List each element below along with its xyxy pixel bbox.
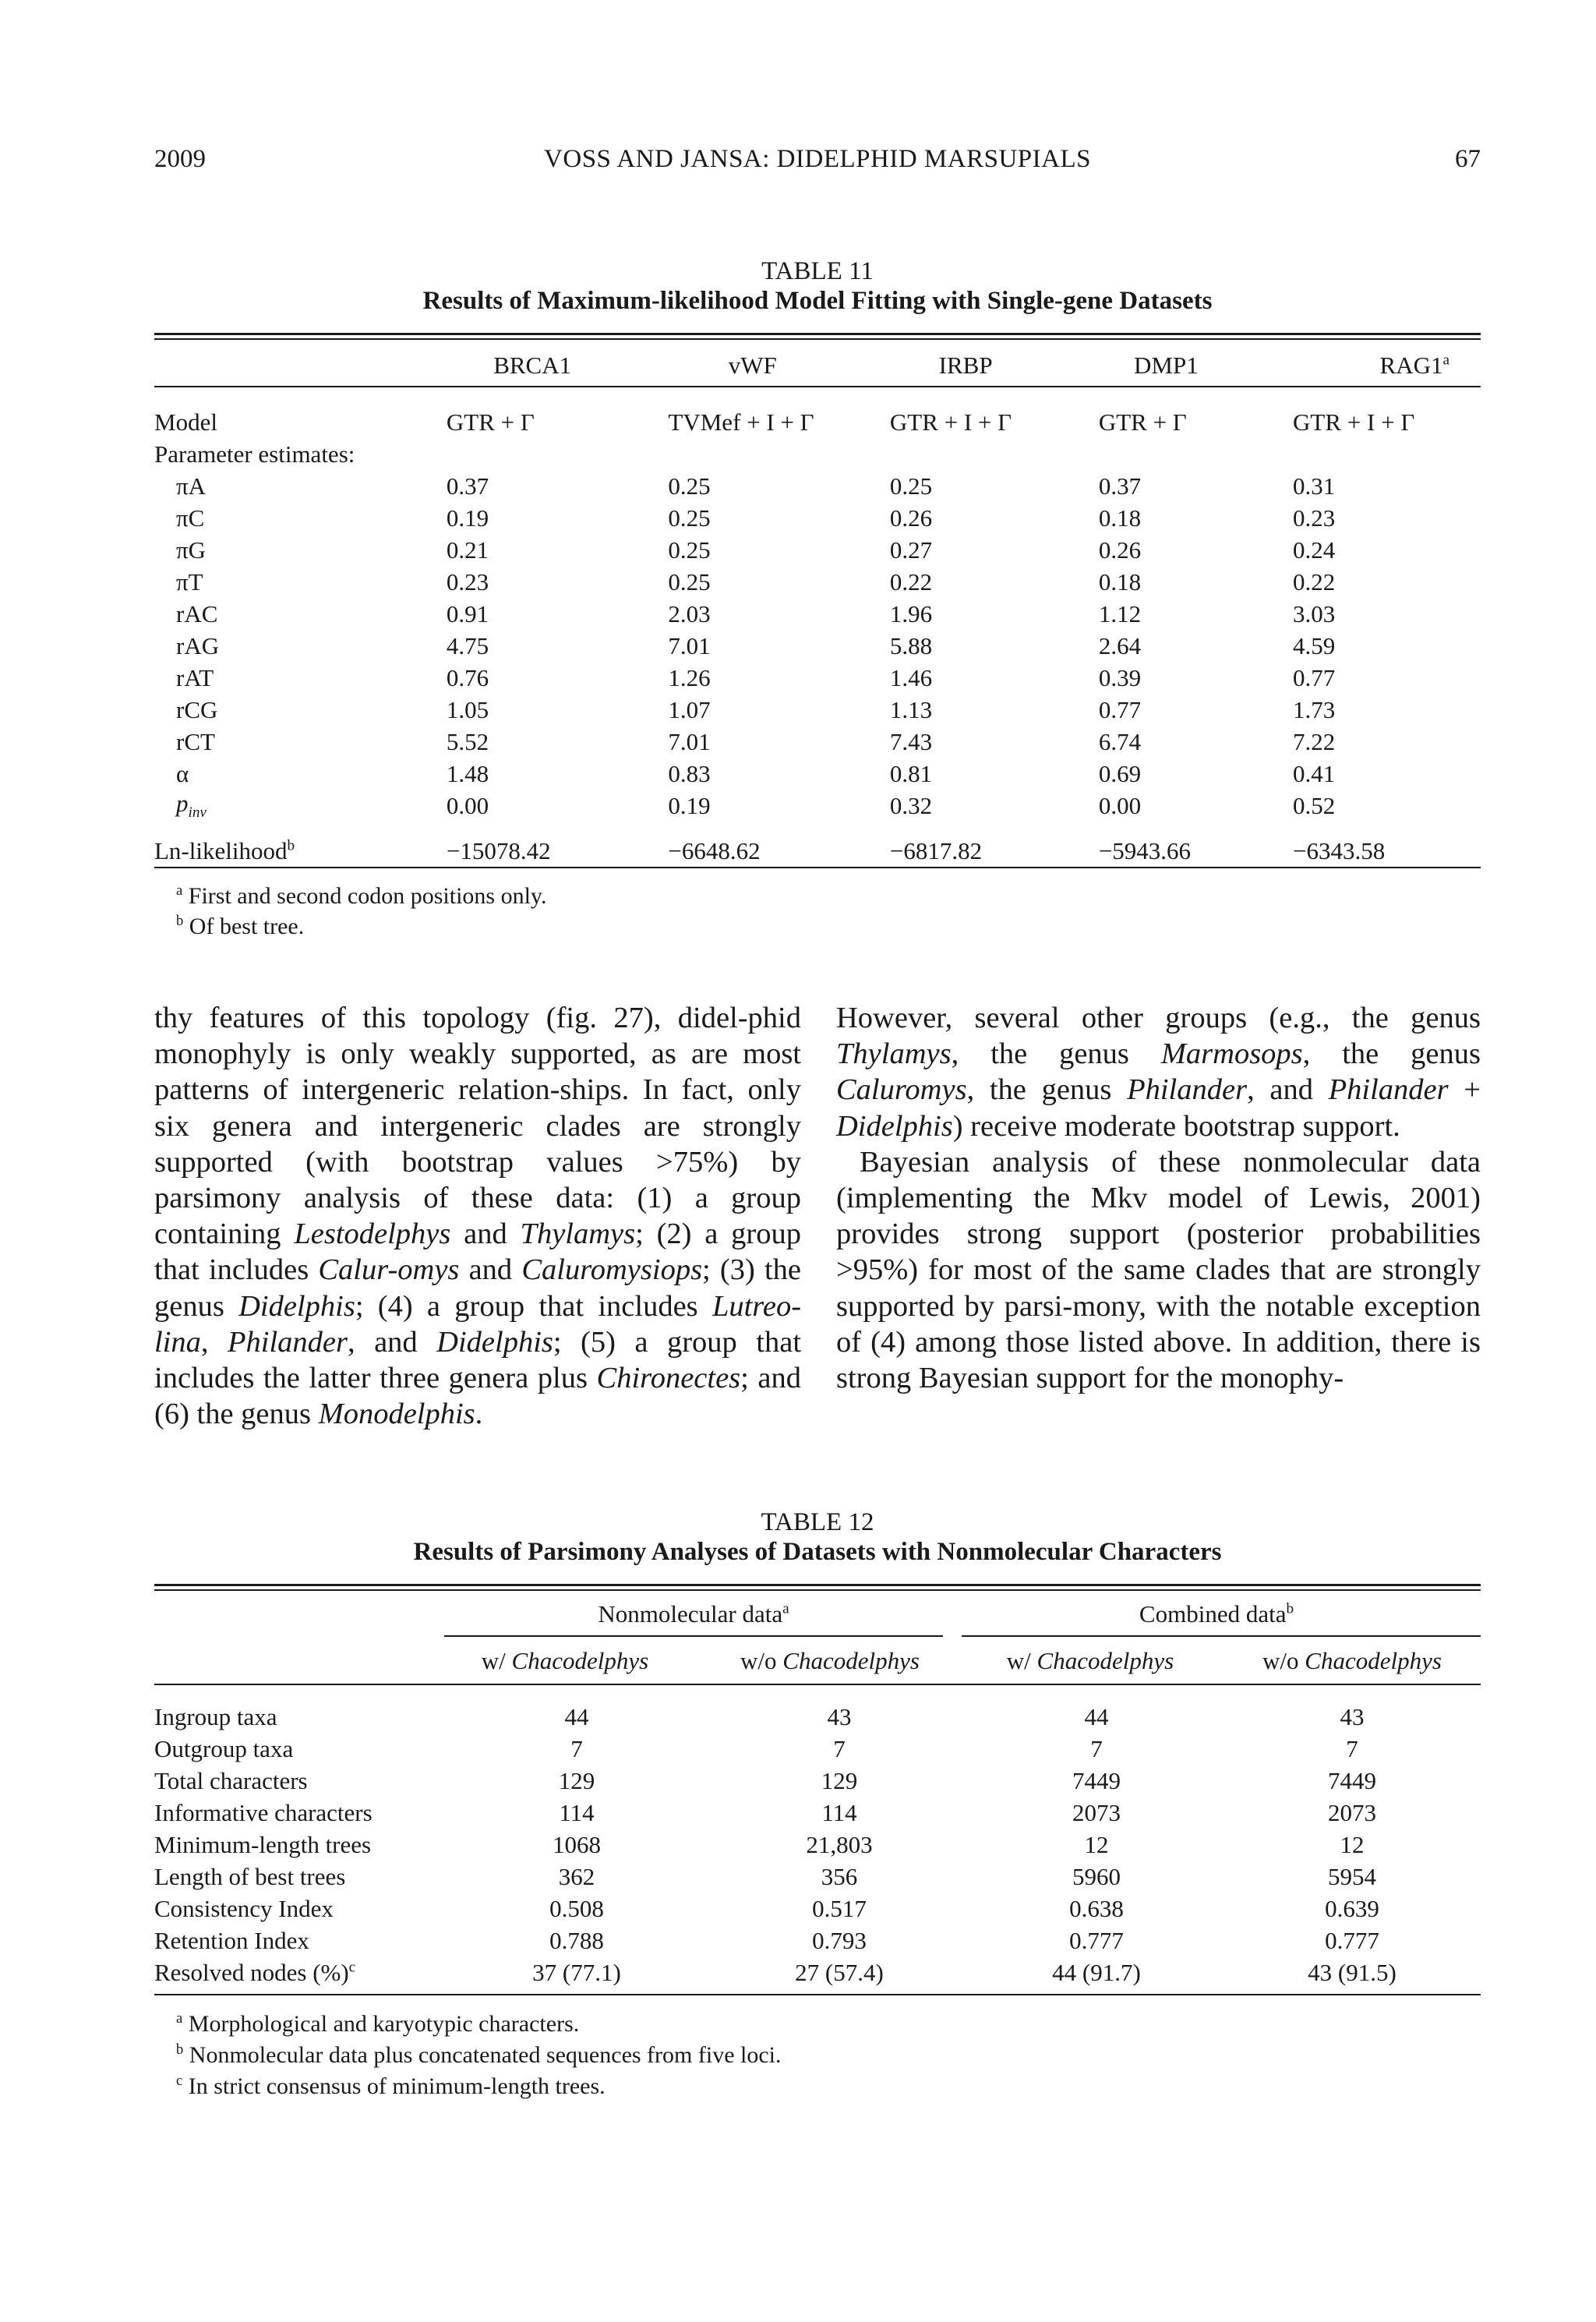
running-title: VOSS AND JANSA: DIDELPHID MARSUPIALS (544, 145, 1091, 173)
table11-bottom-rule (154, 867, 1481, 868)
table12-group2-rule (962, 1635, 1481, 1637)
table11-label: TABLE 11 (761, 257, 874, 285)
table-row: rCG 1.05 1.07 1.13 0.77 1.73 (176, 695, 1336, 723)
table-row: Minimum-length trees 1068 21,803 12 12 (154, 1830, 1365, 1858)
row-label: Parameter estimates: (154, 440, 355, 468)
table-row: α 1.48 0.83 0.81 0.69 0.41 (176, 759, 1336, 787)
col-header-rag1: RAG1$^a$ (1379, 352, 1449, 379)
body-paragraph: thy features of this topology (fig. 27), didel-phid monophyly is only weakly supported, as are most patterns of intergeneric relation-ships. In fact, only six genera and intergeneric clades are strongly supported (with bootstrap values >75%) by parsimony analysis of these data: (1) a group containing Lestodelphys and Thylamys; (2) a group that includes Calur-omys and Caluromysiops; (3) the genus Didelphis; (4) a group that includes Lutreo-lina, Philander, and Didelphis; (5) a group that includes the latter three genera plus Chironectes; and (6) the genus Monodelphis. (154, 1002, 802, 1431)
table11-body (154, 406, 1481, 865)
table-row: Resolved nodes (%)$^c$ 37 (77.1) 27 (57.4) 44 (91.7) 43 (91.5) (154, 1958, 1396, 1986)
table11-top-rule-2 (154, 338, 1481, 340)
table12-top-rule-2 (154, 1589, 1481, 1591)
table12-group1-header: Nonmolecular data$^a$ (598, 1600, 789, 1628)
table-row: Ln-likelihood$^b$ −15078.42 −6648.62 −6817.82 −5943.66 −6343.58 (154, 837, 1386, 865)
table-row: Ingroup taxa 44 43 44 43 (154, 1702, 1365, 1730)
table12-subheader: w/ Chacodelphys (1006, 1647, 1174, 1674)
table-row: Length of best trees 362 356 5960 5954 (154, 1862, 1376, 1890)
table-row: πA 0.37 0.25 0.25 0.37 0.31 (176, 472, 1336, 500)
page-number: 67 (1455, 145, 1481, 173)
table-row: πC 0.19 0.25 0.26 0.18 0.23 (176, 504, 1336, 532)
header-year: 2009 (154, 145, 206, 173)
table-row: Retention Index 0.788 0.793 0.777 0.777 (154, 1926, 1379, 1954)
table-row: πG 0.21 0.25 0.27 0.26 0.24 (176, 535, 1336, 564)
table12-subheader: w/o Chacodelphys (1262, 1647, 1442, 1674)
table-row: Model GTR + Γ TVMef + I + Γ GTR + I + Γ GTR + Γ GTR + I + Γ (154, 406, 1481, 438)
body-column-left (154, 1000, 801, 1432)
table12-footnote: $^a$ Morphological and karyotypic characters. (176, 2010, 580, 2037)
table12-subheader: w/o Chacodelphys (740, 1647, 920, 1674)
table12-caption: Results of Parsimony Analyses of Datasets with Nonmolecular Characters (413, 1538, 1222, 1566)
table11 (154, 347, 1481, 384)
body-paragraph: Bayesian analysis of these nonmolecular data (implementing the Mkv model of Lewis, 2001) provides strong support (posterior probabilities >95%) for most of the same clades that are strongly supported by parsi-mony, with the notable exception of (4) among those listed above. In addition, there is strong Bayesian support for the monophy- (836, 1145, 1481, 1395)
table11-footnote: $^b$ Of best tree. (176, 913, 305, 939)
col-header: BRCA1 (493, 352, 572, 379)
table-row (154, 438, 1481, 470)
table-row: rAG 4.75 7.01 5.88 2.64 4.59 (176, 631, 1336, 659)
row-label: Model (154, 408, 217, 436)
col-header: IRBP (938, 352, 993, 379)
table-row: rAT 0.76 1.26 1.46 0.39 0.77 (176, 663, 1336, 691)
table-row: Total characters 129 129 7449 7449 (154, 1766, 1376, 1794)
table12-subheader: w/ Chacodelphys (481, 1647, 649, 1674)
table12-label: TABLE 12 (761, 1508, 874, 1536)
table-row: Outgroup taxa 7 7 7 7 (154, 1734, 1358, 1762)
table12-header-rule (154, 1684, 1481, 1685)
table-row: Informative characters 114 114 2073 2073 (154, 1798, 1376, 1826)
table12-group2-header: Combined data$^b$ (1139, 1600, 1294, 1628)
table-row: Consistency Index 0.508 0.517 0.638 0.639 (154, 1894, 1379, 1922)
body-column-right (836, 1000, 1481, 1396)
table-row: πT 0.23 0.25 0.22 0.18 0.22 (176, 567, 1336, 596)
table11-top-rule (154, 333, 1481, 335)
table-row: rAC 0.91 2.03 1.96 1.12 3.03 (176, 599, 1336, 627)
table12-footnote: $^b$ Nonmolecular data plus concatenated sequences from five loci. (176, 2041, 782, 2068)
table11-header-rule (154, 386, 1481, 387)
col-header: DMP1 (1134, 352, 1199, 379)
table-row: rCT 5.52 7.01 7.43 6.74 7.22 (176, 727, 1336, 755)
table12-top-rule (154, 1584, 1481, 1586)
table11-footnote: $^a$ First and second codon positions only. (176, 882, 547, 909)
table12-bottom-rule (154, 1994, 1481, 1995)
table-row: $p_{inv}$ 0.00 0.19 0.32 0.00 0.52 (176, 790, 1336, 822)
body-paragraph: However, several other groups (e.g., the genus Thylamys, the genus Marmosops, the genus Caluromys, the genus Philander, and Philander + Didelphis) receive moderate bootstrap support. (836, 1002, 1481, 1143)
table12 (154, 1701, 1481, 1988)
col-header: vWF (728, 352, 777, 379)
table12-group1-rule (444, 1635, 943, 1637)
table11-caption: Results of Maximum-likelihood Model Fitting with Single-gene Datasets (422, 287, 1213, 315)
table12-footnote: $^c$ In strict consensus of minimum-length trees. (176, 2073, 606, 2099)
page-header (154, 145, 1481, 182)
table11-header-row (154, 347, 1481, 384)
